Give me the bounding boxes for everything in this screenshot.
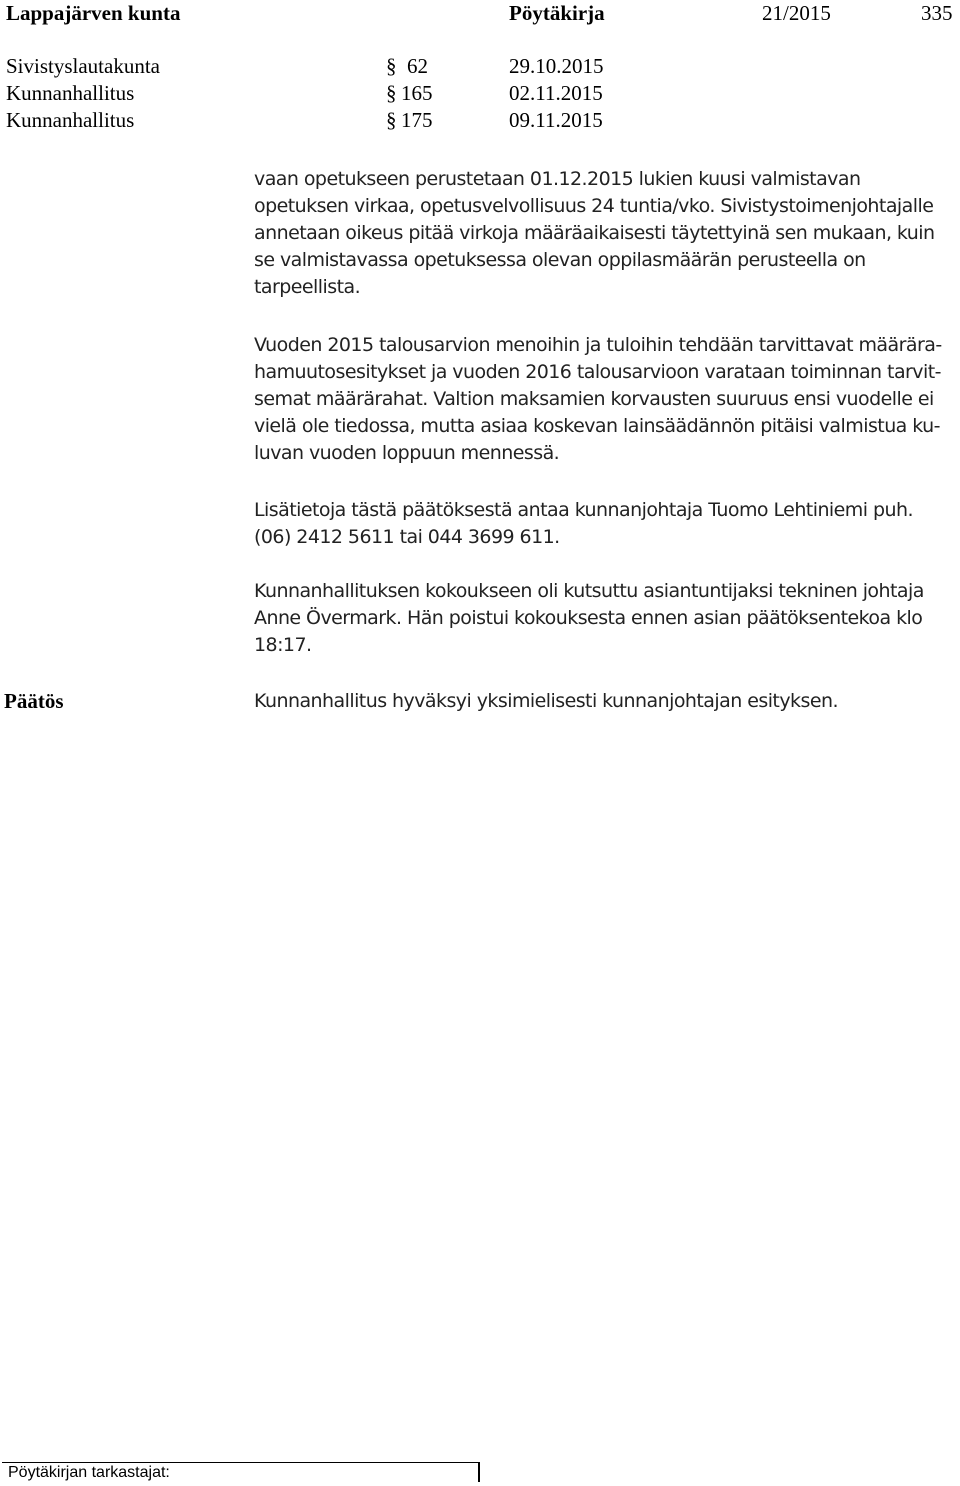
- paragraph-line: semat määrärahat. Valtion maksamien korvausten suuruus ensi vuodelle ei: [254, 388, 934, 410]
- body-paragraph: [254, 166, 960, 301]
- protocol-number: 21/2015: [762, 1, 831, 25]
- paragraph-line: opetuksen virkaa, opetusvelvollisuus 24 tuntia/vko. Sivistystoimenjohtajalle: [254, 195, 934, 217]
- decision-label: Päätös: [4, 689, 64, 713]
- footer-label: Pöytäkirjan tarkastajat:: [8, 1464, 170, 1481]
- reference-date: 09.11.2015: [509, 108, 603, 132]
- footer-box: [2, 1462, 480, 1482]
- paragraph-line: vielä ole tiedossa, mutta asiaa koskevan lainsäädännön pitäisi valmistua ku-: [254, 415, 940, 437]
- body-paragraph: [254, 497, 960, 551]
- reference-body: Kunnanhallitus: [6, 81, 135, 105]
- paragraph-line: vaan opetukseen perustetaan 01.12.2015 lukien kuusi valmistavan: [254, 168, 861, 190]
- section-mark: §: [386, 108, 397, 132]
- paragraph-line: Vuoden 2015 talousarvion menoihin ja tuloihin tehdään tarvittavat määrära-: [254, 334, 942, 356]
- section-mark: §: [386, 81, 397, 105]
- paragraph-line: annetaan oikeus pitää virkoja määräaikaisesti täytettyinä sen mukaan, kuin: [254, 222, 935, 244]
- reference-section: 165: [401, 81, 433, 105]
- document-type: Pöytäkirja: [509, 1, 605, 25]
- paragraph-line: Kunnanhallitus hyväksyi yksimielisesti kunnanjohtajan esityksen.: [254, 690, 838, 712]
- paragraph-line: hamuutosesitykset ja vuoden 2016 talousarvioon varataan toiminnan tarvit-: [254, 361, 941, 383]
- organization-name: Lappajärven kunta: [6, 1, 181, 25]
- reference-body: Kunnanhallitus: [6, 108, 135, 132]
- paragraph-line: Anne Övermark. Hän poistui kokouksesta ennen asian päätöksentekoa klo: [254, 607, 923, 629]
- reference-section: 175: [401, 108, 433, 132]
- reference-date: 29.10.2015: [509, 54, 604, 78]
- body-paragraph: [254, 332, 960, 467]
- reference-section: 62: [407, 54, 428, 78]
- paragraph-line: luvan vuoden loppuun mennessä.: [254, 442, 560, 464]
- reference-date: 02.11.2015: [509, 81, 603, 105]
- paragraph-line: Kunnanhallituksen kokoukseen oli kutsuttu asiantuntijaksi tekninen johtaja: [254, 580, 924, 602]
- section-mark: §: [386, 54, 397, 78]
- paragraph-line: Lisätietoja tästä päätöksestä antaa kunnanjohtaja Tuomo Lehtiniemi puh.: [254, 499, 913, 521]
- page-number: 335: [921, 1, 953, 25]
- paragraph-line: se valmistavassa opetuksessa olevan oppilasmäärän perusteella on: [254, 249, 866, 271]
- reference-body: Sivistyslautakunta: [6, 54, 160, 78]
- paragraph-line: 18:17.: [254, 634, 312, 656]
- paragraph-line: (06) 2412 5611 tai 044 3699 611.: [254, 526, 560, 548]
- paragraph-line: tarpeellista.: [254, 276, 361, 298]
- body-paragraph: [254, 578, 960, 659]
- decision-text: [254, 688, 960, 715]
